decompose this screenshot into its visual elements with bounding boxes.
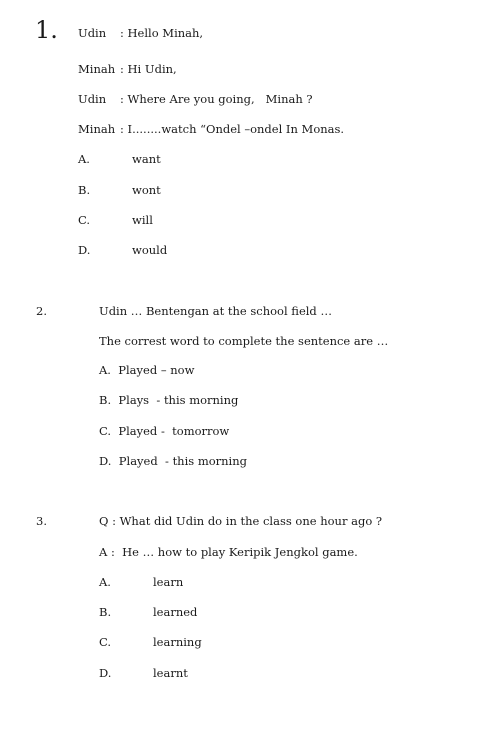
option-letter: D. [78, 243, 91, 257]
question-line: The correst word to complete the sentence are … [99, 334, 389, 348]
question-number: 1. [35, 16, 58, 44]
dialogue-speaker: Udin [78, 92, 107, 106]
option-text: want [132, 152, 161, 166]
option-text: learned [153, 605, 198, 619]
question-line: Q : What did Udin do in the class one hour ago ? [99, 514, 383, 528]
question-line: A : He … how to play Keripik Jengkol game. [99, 545, 358, 559]
option-text: will [132, 213, 153, 227]
dialogue-line: : Hello Minah, [120, 26, 204, 40]
question-number: 2. [36, 304, 47, 318]
option-text: wont [132, 183, 161, 197]
option-letter: D. [99, 666, 112, 680]
option-text: C. Played - tomorrow [99, 424, 230, 438]
option-text: A. Played – now [99, 363, 195, 377]
option-text: D. Played - this morning [99, 454, 248, 468]
option-letter: C. [78, 213, 91, 227]
dialogue-line: : I........watch “Ondel –ondel In Monas. [120, 122, 345, 136]
question-number: 3. [36, 514, 47, 528]
option-letter: A. [99, 575, 111, 589]
dialogue-line: : Where Are you going, Minah ? [120, 92, 313, 106]
question-line: Udin … Bentengan at the school field … [99, 304, 332, 318]
dialogue-line: : Hi Udin, [120, 62, 177, 76]
dialogue-speaker: Udin [78, 26, 107, 40]
dialogue-speaker: Minah [78, 62, 116, 76]
option-letter: B. [99, 605, 112, 619]
option-letter: C. [99, 635, 112, 649]
option-letter: A. [78, 152, 90, 166]
option-text: learnt [153, 666, 188, 680]
dialogue-speaker: Minah [78, 122, 116, 136]
option-text: learning [153, 635, 202, 649]
option-text: would [132, 243, 168, 257]
option-text: learn [153, 575, 184, 589]
option-letter: B. [78, 183, 91, 197]
option-text: B. Plays - this morning [99, 393, 239, 407]
